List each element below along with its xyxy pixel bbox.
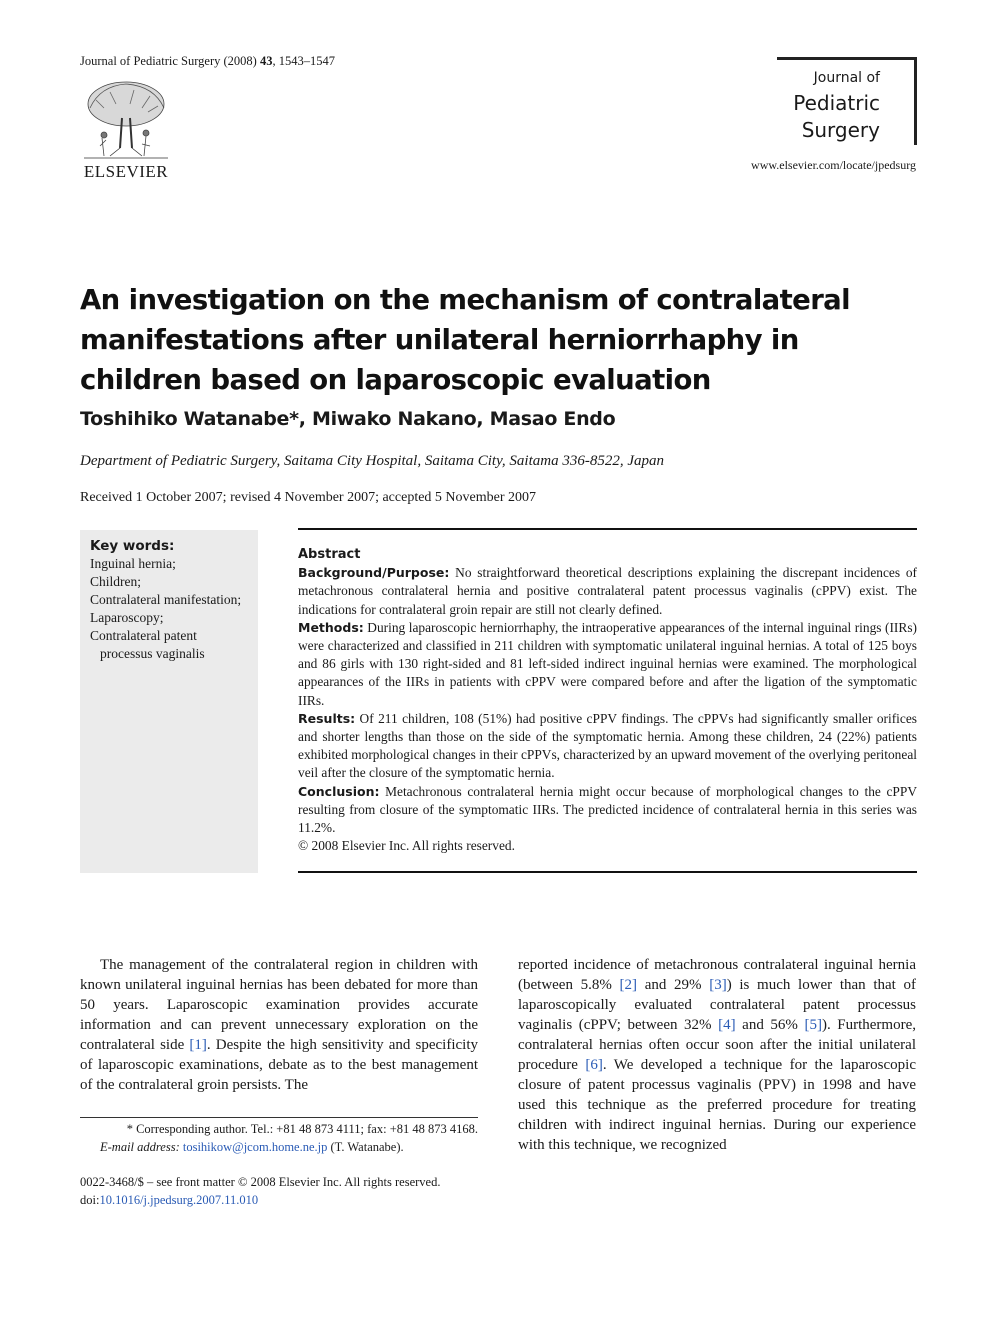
keyword-item: Contralateral patent processus vaginalis <box>90 628 205 661</box>
doi-label: doi: <box>80 1193 100 1207</box>
reference-link[interactable]: [4] <box>718 1017 736 1033</box>
abstract-methods <box>298 619 917 710</box>
journal-logo-line-1: Journal of <box>813 70 880 86</box>
front-matter-line: 0022-3468/$ – see front matter © 2008 Elsevier Inc. All rights reserved. <box>80 1175 441 1189</box>
abstract-conclusion-text: Metachronous contralateral hernia might occur because of morphological changes to the cPPV resulting from closure of the symptomatic IIRs. The predicted incidence of contralateral hernia in this series was 11.2%. <box>298 783 917 836</box>
citation-pages: , 1543–1547 <box>272 54 335 68</box>
abstract <box>298 546 917 855</box>
abstract-background-text: No straightforward theoretical descriptions explaining the discrepant incidences of metachronous contralateral hernia and positive contralateral patent processus vaginalis (cPPV) exist. The indications for contralateral groin repair are still not clearly defined. <box>298 565 917 617</box>
body-text: and 56% <box>735 1017 805 1033</box>
footnote-rule <box>80 1117 478 1118</box>
abstract-copyright: © 2008 Elsevier Inc. All rights reserved. <box>298 838 515 854</box>
keywords-list <box>90 555 248 663</box>
body-text: ). Furthermore, contralateral hernias often occur soon after the initial unilateral procedure <box>518 1017 916 1073</box>
body-paragraph <box>80 955 478 1095</box>
publisher-name: ELSEVIER <box>83 162 169 181</box>
article-dates: Received 1 October 2007; revised 4 November 2007; accepted 5 November 2007 <box>80 490 537 505</box>
body-text: reported incidence of metachronous contralateral inguinal hernia (between 5.8% <box>518 957 916 993</box>
abstract-results-text: Of 211 children, 108 (51%) had positive cPPV findings. The cPPVs had significantly smaller orifices and shorter lengths than those on the side of the symptomatic hernia. Among these children, 24 (22%) patients exhibited morphological changes in their cPPVs, characterized by an upward movement of the overlying peritoneal veil after the closure of the symptomatic hernia. <box>298 710 917 781</box>
body-right-column <box>518 955 916 1155</box>
abstract-methods-text: During laparoscopic herniorrhaphy, the intraoperative appearances of the internal inguinal rings (IIRs) were characterized and classified in 211 children with symptomatic unilateral inguinal hernias. A total of 125 boys and 86 girls with 130 right-sided and 81 left-sided indirect inguinal hernias were examined. The morphological appearances of the IIRs in patients with cPPV were compared before and after the ligation of the symptomatic IIRs. <box>298 619 917 708</box>
front-matter <box>80 1173 440 1209</box>
abstract-results-label: Results: <box>298 710 356 726</box>
body-text: . Despite the high sensitivity and specificity of laparoscopic examinations, debate as to the best management of the contralateral groin persists. The <box>80 1037 478 1093</box>
abstract-results <box>298 710 917 783</box>
abstract-bottom-rule <box>298 871 917 873</box>
reference-link[interactable]: [5] <box>804 1017 822 1033</box>
citation-journal: Journal of Pediatric Surgery (2008) <box>80 54 257 68</box>
article-title: An investigation on the mechanism of contralateral manifestations after unilateral herniorrhaphy in children based on laparoscopic evaluation <box>80 284 850 396</box>
body-text: ) is much lower than that of laparoscopically evaluated contralateral patent processus vaginalis (cPPV; between 32% <box>518 977 916 1033</box>
body-paragraph <box>518 955 916 1155</box>
body-text: The management of the contralateral region in children with known unilateral inguinal hernias has been debated for more than 50 years. Laparoscopic examination provides accurate information and can prevent unnecessary exploration on the contralateral side <box>80 957 478 1053</box>
keyword-item: Laparoscopy; <box>90 610 164 625</box>
body-text: . We developed a technique for the laparoscopic closure of patent processus vaginalis (PPV) in 1998 and have used this technique as the preferred procedure for treating children with indirect inguinal hernias. During our experience with this technique, we recognized <box>518 1057 916 1153</box>
body-left-column <box>80 955 478 1095</box>
keywords-box <box>80 530 258 873</box>
journal-logo-line-2: Pediatric <box>793 91 880 115</box>
abstract-conclusion <box>298 783 917 838</box>
citation-volume: 43 <box>259 54 273 68</box>
article-authors: Toshihiko Watanabe*, Miwako Nakano, Masao Endo <box>80 408 616 430</box>
abstract-background <box>298 564 917 619</box>
keyword-item: Inguinal hernia; <box>90 556 176 571</box>
email-link[interactable]: tosihikow@jcom.home.ne.jp <box>182 1140 328 1154</box>
journal-url[interactable]: www.elsevier.com/locate/jpedsurg <box>751 158 916 172</box>
footnote <box>80 1120 478 1156</box>
reference-link[interactable]: [2] <box>619 977 638 993</box>
journal-logo <box>777 57 917 145</box>
corresponding-author: * Corresponding author. Tel.: +81 48 873 4111; fax: +81 48 873 4168. <box>126 1122 478 1136</box>
body-text: and 29% <box>637 977 710 993</box>
journal-logo-line-3: Surgery <box>801 118 880 142</box>
abstract-top-rule <box>298 528 917 530</box>
abstract-methods-label: Methods: <box>298 619 364 635</box>
doi-link[interactable]: 10.1016/j.jpedsurg.2007.11.010 <box>99 1193 259 1207</box>
keywords-title: Key words: <box>90 538 175 554</box>
email-suffix: (T. Watanabe). <box>327 1140 404 1154</box>
article-affiliation: Department of Pediatric Surgery, Saitama City Hospital, Saitama City, Saitama 336-8522, Japan <box>80 453 664 469</box>
reference-link[interactable]: [1] <box>189 1037 207 1053</box>
doi-line <box>80 1191 440 1209</box>
abstract-conclusion-label: Conclusion: <box>298 783 380 799</box>
keyword-item: Children; <box>90 574 141 589</box>
email-label: E-mail address: <box>100 1140 180 1154</box>
abstract-heading: Abstract <box>298 547 361 562</box>
abstract-background-label: Background/Purpose: <box>298 565 450 581</box>
reference-link[interactable]: [6] <box>585 1057 603 1073</box>
keyword-item: Contralateral manifestation; <box>90 592 242 607</box>
email-line <box>80 1138 478 1156</box>
journal-citation <box>80 54 335 69</box>
reference-link[interactable]: [3] <box>709 977 727 993</box>
